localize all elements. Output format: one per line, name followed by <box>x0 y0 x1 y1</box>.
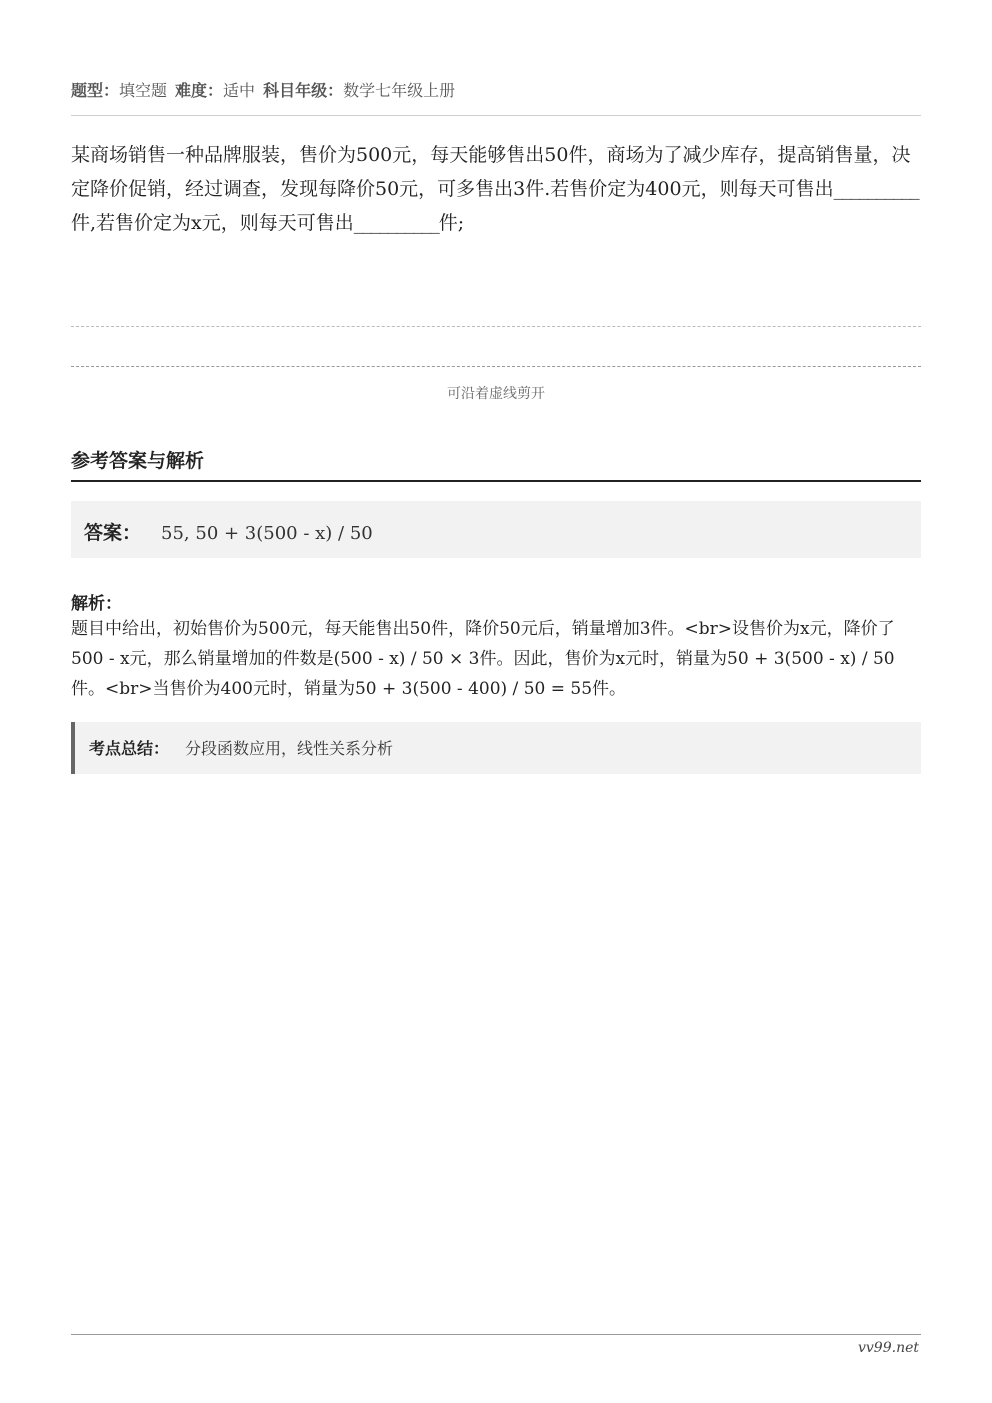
cut-line-lower <box>71 366 921 367</box>
question-text <box>71 138 921 240</box>
answer-blank-2: __________ <box>353 212 439 234</box>
cut-hint: 可沿着虚线剪开 <box>447 386 545 402</box>
answer-section-title: 参考答案与解析 <box>71 446 921 482</box>
type-value: 填空题 <box>119 81 168 100</box>
type-label: 题型： <box>71 81 120 100</box>
analysis-text: 题目中给出，初始售价为500元，每天能售出50件，降价50元后，销量增加3件。<br>设售价为x元，降价了500 - x元，那么销量增加的件数是(500 - x) / 50 × 3件。因此，售价为x元时，销量为50 + 3(500 - x) / 50件。<br>当售价为400元时，销量为50 + 3(500 - 400) / 50 = 55件。 <box>71 619 895 699</box>
summary-value: 分段函数应用，线性关系分析 <box>185 739 394 758</box>
question-part-1: 某商场销售一种品牌服装，售价为500元，每天能够售出50件，商场为了减少库存，提高销售量，决定降价促销，经过调查，发现每降价50元，可多售出3件.若售价定为400元，则每天可售出 <box>71 144 911 200</box>
answer-blank-1: __________ <box>833 178 919 200</box>
difficulty-label: 难度： <box>175 81 224 100</box>
analysis-label: 解析： <box>71 594 122 614</box>
footer-site: vv99.net <box>857 1340 919 1356</box>
answer-value: 55, 50 + 3(500 - x) / 50 <box>161 523 373 544</box>
difficulty-value: 适中 <box>223 81 256 100</box>
question-part-3: 件; <box>438 212 465 234</box>
question-part-2: 件,若售价定为x元，则每天可售出 <box>71 212 354 234</box>
answer-box <box>71 501 921 558</box>
summary-label: 考点总结： <box>89 739 170 758</box>
footer-divider <box>71 1334 921 1335</box>
summary-box <box>71 722 921 774</box>
subject-value: 数学七年级上册 <box>343 81 456 100</box>
answer-label: 答案： <box>84 522 142 544</box>
cut-line-upper <box>71 326 921 327</box>
subject-label: 科目年级： <box>263 81 344 100</box>
question-meta <box>71 78 921 116</box>
